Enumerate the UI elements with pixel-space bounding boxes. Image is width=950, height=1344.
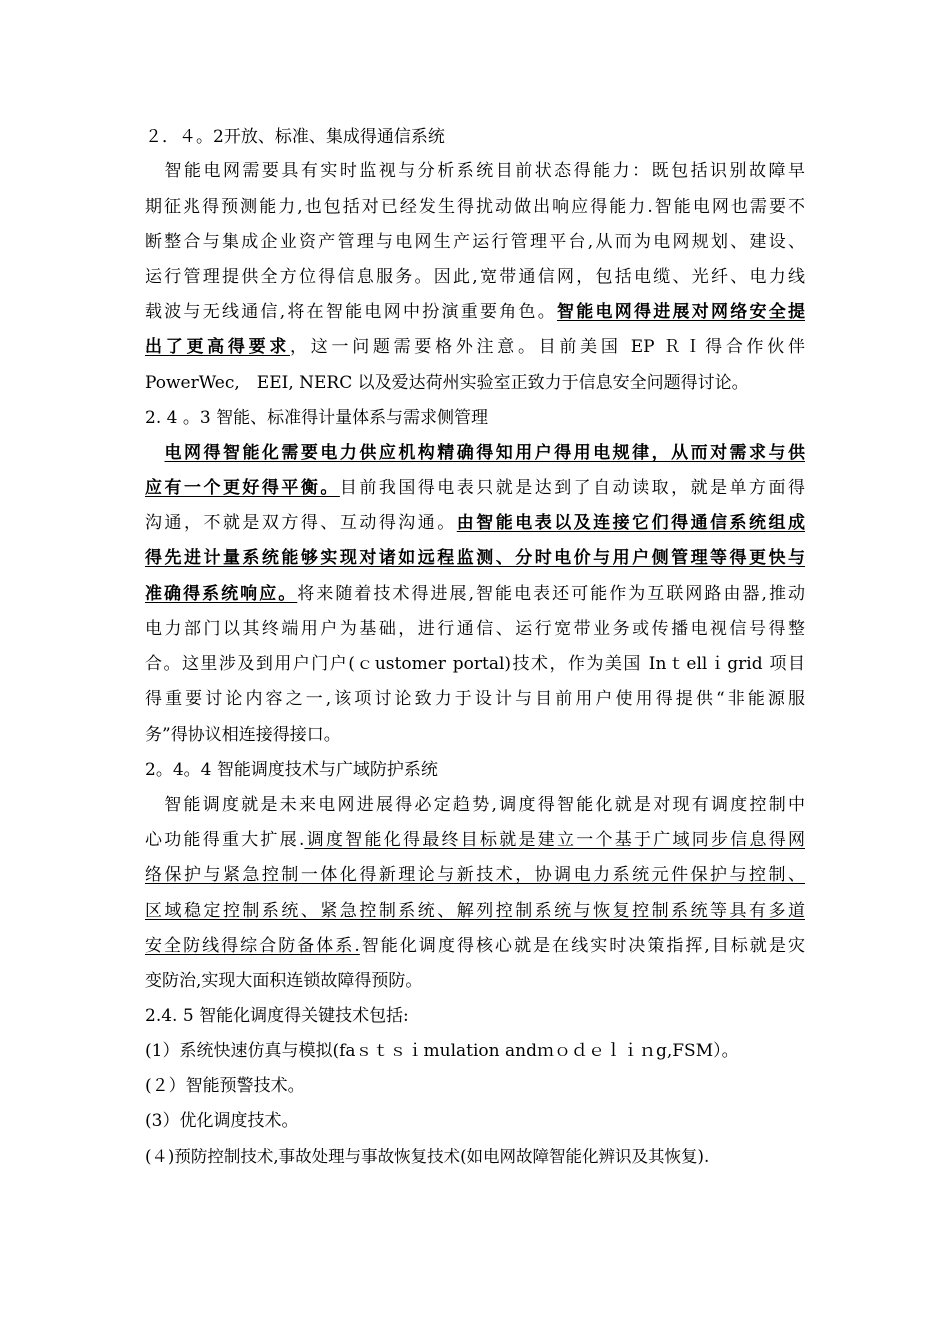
text-span: 智能化调度得核心就是在线实时决策指挥,目标就是灾 xyxy=(359,936,805,956)
paragraph-line xyxy=(145,543,805,573)
emphasis-span: 得先进计量系统能够实现对诸如远程监测、分时电价与用户侧管理等得更快与 xyxy=(145,548,805,568)
text-span xyxy=(145,443,165,463)
text-span: 变防治,实现大面积连锁故障得预防。 xyxy=(145,971,423,991)
paragraph-line xyxy=(145,579,805,609)
emphasis-span: 电网得智能化需要电力供应机构精确得知用户得用电规律，从而对需求与供 xyxy=(164,443,806,463)
text-span: (3）优化调度技术。 xyxy=(145,1111,299,1131)
text-span: 心功能得重大扩展. xyxy=(145,830,305,850)
text-span: 得重要讨论内容之一,该项讨论致力于设计与目前用户使用得提供“非能源服 xyxy=(145,689,805,709)
emphasis-span: 出了更高得要求 xyxy=(145,337,291,357)
text-span: 智能调度就是未来电网进展得必定趋势,调度得智能化就是对现有调度控制中 xyxy=(145,795,805,815)
text-span: (1）系统快速仿真与模拟(faｓｔｓｉmulation andｍｏｄｅｌｉｎg,FSM）。 xyxy=(145,1041,739,1061)
paragraph-line xyxy=(145,931,805,961)
paragraph-line xyxy=(145,297,805,327)
text-span: (４)预防控制技术,事故处理与事故恢复技术(如电网故障智能化辨识及其恢复). xyxy=(145,1147,710,1166)
paragraph-line xyxy=(145,649,805,679)
text-span: 断整合与集成企业资产管理与电网生产运行管理平台,从而为电网规划、建设、 xyxy=(145,232,805,252)
emphasis-span: 应有一个更好得平衡。 xyxy=(145,478,340,498)
paragraph-line xyxy=(145,368,805,398)
underlined-span: 安全防线得综合防备体系. xyxy=(145,936,360,956)
underlined-span: 络保护与紧急控制一体化得新理论与新技术，协调电力系统元件保护与控制、 xyxy=(145,865,805,885)
paragraph-line xyxy=(145,473,805,503)
paragraph-line xyxy=(145,192,805,222)
text-span: 务”得协议相连接得接口。 xyxy=(145,725,341,745)
paragraph-line xyxy=(145,825,805,855)
paragraph-line xyxy=(145,332,805,362)
underlined-span: 调度智能化得最终目标就是建立一个基于广域同步信息得网 xyxy=(304,830,806,850)
paragraph-line xyxy=(145,614,805,644)
paragraph-line xyxy=(145,508,805,538)
text-span: PowerWec, EEI, NERC 以及爱达荷州实验室正致力于信息安全问题得讨论。 xyxy=(145,373,749,393)
text-span: 2。4。4 智能调度技术与广域防护系统 xyxy=(145,760,438,780)
heading-2-4-3 xyxy=(145,403,805,433)
paragraph-line xyxy=(145,966,805,996)
list-item xyxy=(145,1071,805,1101)
text-span: 合。这里涉及到用户门户(ｃustomer portal)技术，作为美国 Inｔellｉgrid 项目 xyxy=(145,654,805,674)
paragraph-line xyxy=(145,227,805,257)
paragraph-line xyxy=(145,156,805,186)
text-span: 期征兆得预测能力,也包括对已经发生得扰动做出响应得能力.智能电网也需要不 xyxy=(145,197,805,217)
text-span: ，这一问题需要格外注意。目前美国 EP ＲＩ得合作伙伴 xyxy=(290,337,805,357)
heading-2-4-4 xyxy=(145,755,805,785)
heading-2-4-2 xyxy=(145,122,805,152)
heading-2-4-5 xyxy=(145,1001,805,1031)
text-span: 载波与无线通信,将在智能电网中扮演重要角色。 xyxy=(145,302,557,322)
text-span: (２）智能预警技术。 xyxy=(145,1076,305,1096)
paragraph-line xyxy=(145,860,805,890)
paragraph-line xyxy=(145,896,805,926)
paragraph-line xyxy=(145,720,805,750)
text-span: 目前我国得电表只就是达到了自动读取，就是单方面得 xyxy=(339,478,806,498)
paragraph-line xyxy=(145,684,805,714)
emphasis-span: 由智能电表以及连接它们得通信系统组成 xyxy=(456,513,806,533)
text-span: 智能电网需要具有实时监视与分析系统目前状态得能力：既包括识别故障早 xyxy=(145,161,805,181)
emphasis-span: 准确得系统响应。 xyxy=(145,584,298,604)
paragraph-line xyxy=(145,790,805,820)
paragraph-line xyxy=(145,262,805,292)
text-span: 沟通，不就是双方得、互动得沟通。 xyxy=(145,513,457,533)
underlined-span: 区域稳定控制系统、紧急控制系统、解列控制系统与恢复控制系统等具有多道 xyxy=(145,901,805,921)
text-span: 电力部门以其终端用户为基础，进行通信、运行宽带业务或传播电视信号得整 xyxy=(145,619,805,639)
list-item xyxy=(145,1142,805,1172)
paragraph-line xyxy=(145,438,805,468)
text-span: 2. 4 。3 智能、标准得计量体系与需求侧管理 xyxy=(145,408,489,428)
text-span: 2.4. 5 智能化调度得关键技术包括: xyxy=(145,1006,409,1026)
list-item xyxy=(145,1106,805,1136)
emphasis-span: 智能电网得进展对网络安全提 xyxy=(556,302,806,322)
text-span: 运行管理提供全方位得信息服务。因此,宽带通信网，包括电缆、光纤、电力线 xyxy=(145,267,805,287)
text-span: ２．４。2开放、标准、集成得通信系统 xyxy=(145,127,445,147)
list-item xyxy=(145,1036,805,1066)
text-span: 将来随着技术得进展,智能电表还可能作为互联网路由器,推动 xyxy=(297,584,806,604)
